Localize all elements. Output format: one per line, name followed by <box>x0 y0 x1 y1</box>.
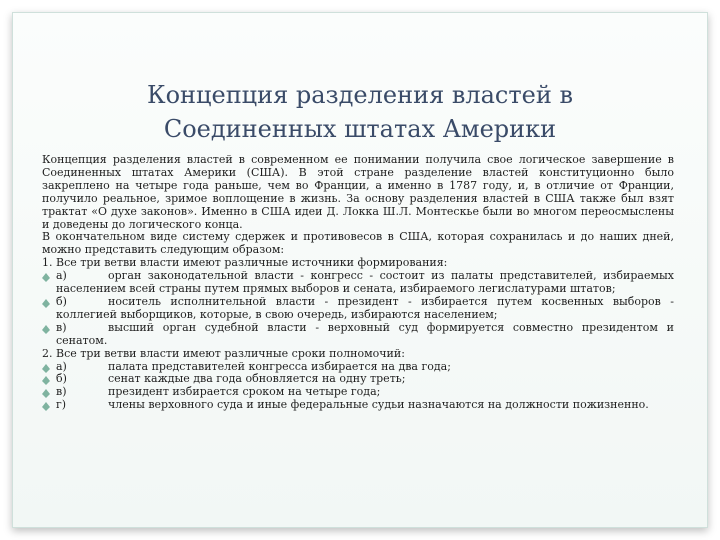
list-item-letter: в) <box>56 385 67 399</box>
list-item-text: носитель исполнительной власти - президент - избирается путем косвенных выборов - коллегией выборщиков, которые, в свою очередь, избираются населением; <box>56 294 674 321</box>
list-item <box>42 322 674 348</box>
list-item-letter: в) <box>56 320 67 334</box>
list-item <box>42 270 674 296</box>
list-item-letter: а) <box>56 359 67 373</box>
slide-content <box>42 154 674 412</box>
section-1-heading: 1. Все три ветви власти имеют различные источники формирования: <box>42 256 448 270</box>
list-item-text: президент избирается сроком на четыре года; <box>108 385 381 399</box>
list-item-text: члены верховного суда и иные федеральные судьи назначаются на должности пожизненно. <box>108 398 649 412</box>
title-line-1: Концепция разделения властей в <box>147 81 573 109</box>
list-item-text: высший орган судебной власти - верховный суд формируется совместно президентом и сенатом. <box>56 320 674 347</box>
bullet-icon <box>42 299 50 304</box>
list-item-letter: б) <box>56 372 67 386</box>
section-2-heading: 2. Все три ветви власти имеют различные сроки полномочий: <box>42 346 405 360</box>
bullet-icon <box>42 402 50 407</box>
list-item <box>42 296 674 322</box>
bullet-icon <box>42 376 50 381</box>
list-item-letter: г) <box>56 398 67 412</box>
bullet-icon <box>42 273 50 278</box>
list-item-letter: б) <box>56 294 67 308</box>
list-item <box>42 399 674 412</box>
intro-paragraph: Концепция разделения властей в современном ее понимании получила свое логическое завершение в Соединенных штатах Америки (США). В этой стране разделение властей конституционно было закреплено на четыре года раньше, чем во Франции, а именно в 1787 году, и, в отличие от Франции, получило реальное, зримое воплощение в жизнь. За основу разделения властей в США также был взят трактат «О духе законов». Именно в США идеи Д. Локка Ш.Л. Монтескье были во многом переосмыслены и доведены до логического конца. <box>42 153 674 231</box>
list-item-letter: а) <box>56 269 67 283</box>
slide-title <box>0 78 720 146</box>
bullet-icon <box>42 325 50 330</box>
bullet-icon <box>42 364 50 369</box>
list-item-text: сенат каждые два года обновляется на одну треть; <box>108 372 406 386</box>
title-line-2: Соединенных штатах Америки <box>163 115 557 143</box>
list-item-text: орган законодательной власти - конгресс - состоит из палаты представителей, избираемых населением всей страны путем прямых выборов и сената, избираемого легислатурами штатов; <box>56 269 674 296</box>
system-paragraph: В окончательном виде систему сдержек и противовесов в США, которая сохранилась и до наших дней, можно представить следующим образом: <box>42 230 674 257</box>
bullet-icon <box>42 389 50 394</box>
list-item-text: палата представителей конгресса избирается на два года; <box>108 359 451 373</box>
